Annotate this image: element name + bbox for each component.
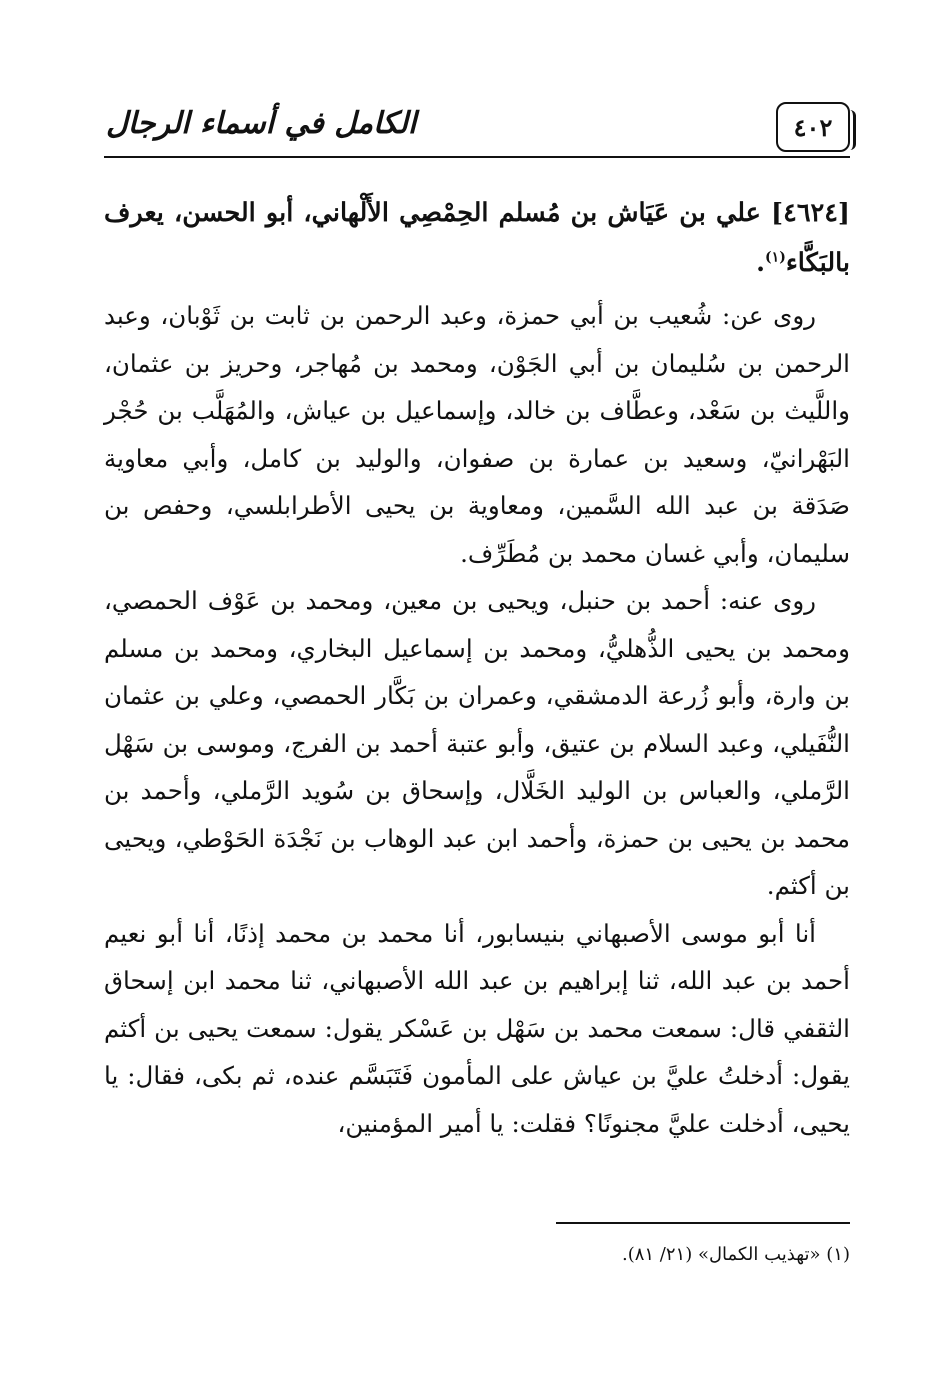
main-text	[104, 188, 850, 1147]
footnote	[104, 1240, 850, 1270]
footnote-number: (١)	[826, 1244, 850, 1265]
book-title: الكامل في أسماء الرجال	[106, 106, 417, 141]
footnote-text: «تهذيب الكمال» (٢١/ ٨١).	[621, 1244, 821, 1265]
page-number: ٤٠٢	[793, 112, 833, 142]
entry-title: علي بن عَيَاش بن مُسلم الحِمْصِي الأَلْهاني، أبو الحسن، يعرف بالبَكَّاء	[104, 198, 850, 278]
entry-heading	[104, 188, 850, 288]
footnote-rule	[556, 1222, 850, 1224]
header-rule	[104, 156, 850, 158]
paragraph-isnad: أنا أبو موسى الأصبهاني بنيسابور، أنا محمد بن محمد إذنًا، أنا أبو نعيم أحمد بن عبد الله، ثنا إبراهيم بن عبد الله الأصبهاني، ثنا محمد ابن إسحاق الثقفي قال: سمعت محمد بن سَهْل بن عَسْكر يقول: سمعت يحيى بن أكثم يقول: أدخلتُ عليَّ بن عياش على المأمون فَتَبَسَّم عنده، ثم بكى، فقال: يا يحيى، أدخلت عليَّ مجنونًا؟ فقلت: يا أمير المؤمنين،	[104, 918, 850, 1138]
paragraph-narrated-by: روى عنه: أحمد بن حنبل، ويحيى بن معين، ومحمد بن عَوْف الحمصي، ومحمد بن يحيى الذُّهليُّ، ومحمد بن إسماعيل البخاري، ومحمد بن مسلم بن وارة، وأبو زُرعة الدمشقي، وعمران بن بَكَّار الحمصي، وعلي بن عثمان النُّفَيلي، وعبد السلام بن عتيق، وأبو عتبة أحمد بن الفرج، وموسى بن سَهْل الرَّملي، والعباس بن الوليد الخَلَّال، وإسحاق بن سُويد الرَّملي، وأحمد بن محمد بن يحيى بن حمزة، وأحمد ابن عبد الوهاب بن نَجْدَة الحَوْطي، ويحيى بن أكثم.	[104, 586, 850, 900]
entry-end-punct: .	[756, 248, 766, 278]
entry-number: [٤٦٢٤]	[771, 198, 850, 228]
paragraph-narrated-from: روى عن: شُعيب بن أبي حمزة، وعبد الرحمن بن ثابت بن ثَوْبان، وعبد الرحمن بن سُليمان بن أبي الجَوْن، ومحمد بن مُهاجر، وحريز بن عثمان، واللَّيث بن سَعْد، وعطَّاف بن خالد، وإسماعيل بن عياش، والمُهَلَّب بن حُجْر البَهْرانيّ، وسعيد بن عمارة بن صفوان، والوليد بن كامل، وأبي معاوية صَدَقة بن عبد الله السَّمين، ومعاوية بن يحيى الأطرابلسي، وحفص بن سليمان، وأبي غسان محمد بن مُطَرِّف.	[104, 301, 850, 568]
page-number-box	[776, 102, 850, 152]
running-header	[104, 96, 850, 158]
footnote-ref: (١)	[765, 249, 786, 266]
